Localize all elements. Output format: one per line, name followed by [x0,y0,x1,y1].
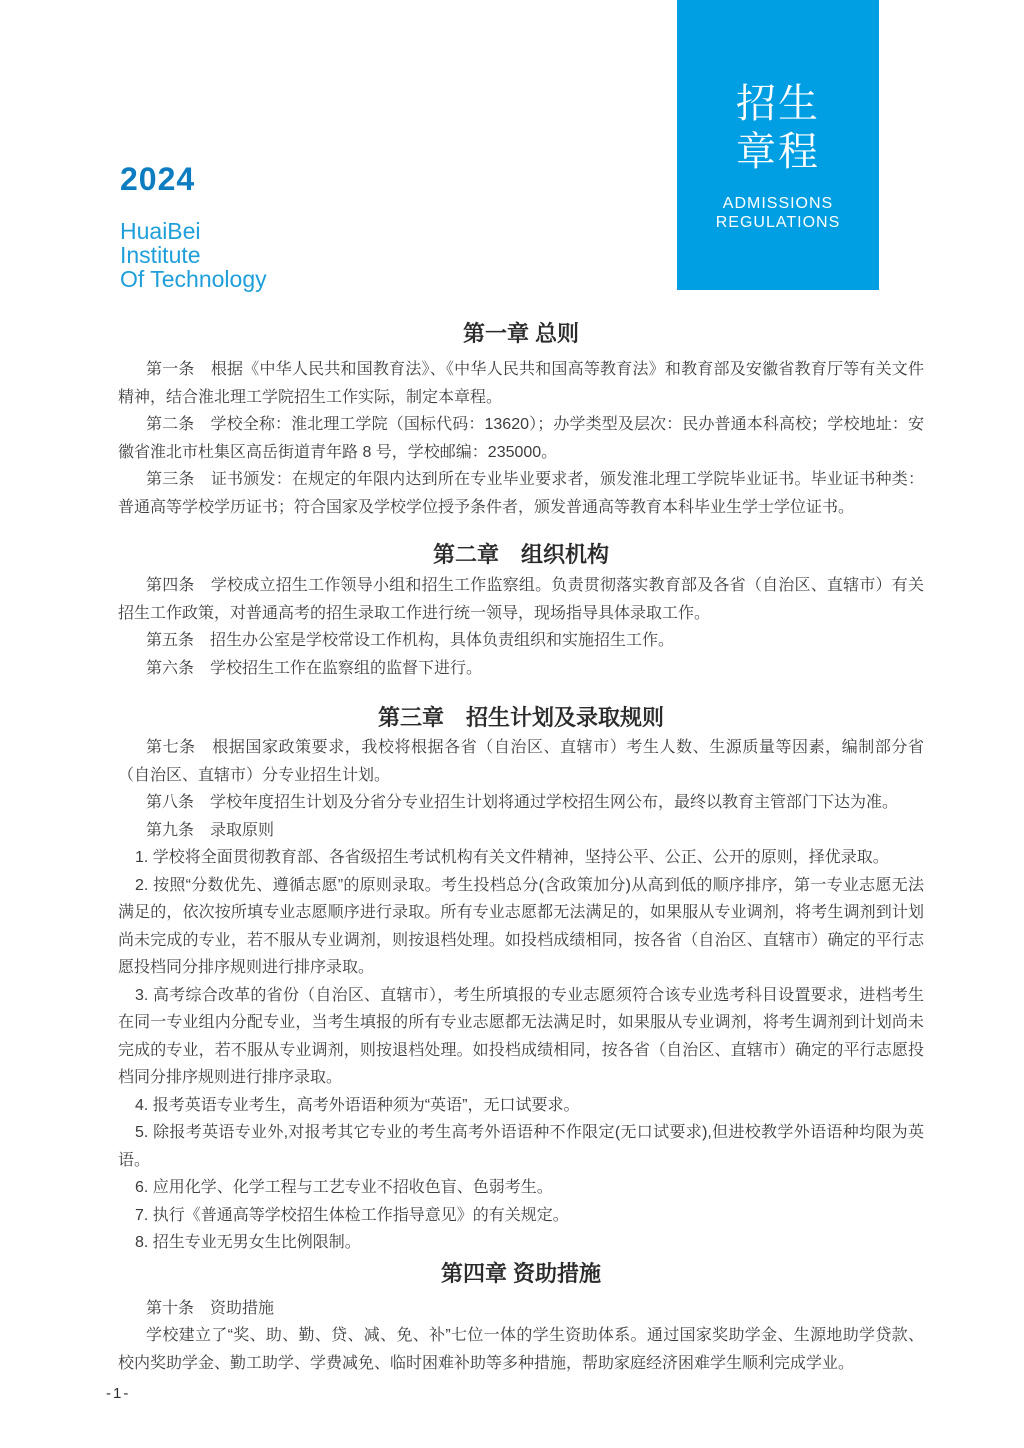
paragraph: 第九条 录取原则 [146,821,275,839]
paragraph: 第七条 根据国家政策要求，我校将根据各省（自治区、直辖市）考生人数、生源质量等因素，编制部分省（自治区、直辖市）分专业招生计划。 [118,739,924,784]
paragraph: 第六条 学校招生工作在监察组的监督下进行。 [146,659,483,677]
banner-subtitle-en [677,194,879,232]
chapter-title: 第二章 组织机构 [432,542,609,567]
list-item: 8. 招生专业无男女生比例限制。 [135,1234,361,1251]
paragraph: 第八条 学校年度招生计划及分省分专业招生计划将通过学校招生网公布，最终以教育主管部门下达为准。 [146,794,899,811]
banner-title-line: 招生 [736,82,820,126]
chapter-title: 第四章 资助措施 [440,1260,602,1286]
list-item: 1. 学校将全面贯彻教育部、各省级招生考试机构有关文件精神，坚持公平、公正、公开的原则，择优录取。 [135,849,889,866]
school-name [120,219,267,291]
chapter-1 [118,320,924,521]
list-item: 7. 执行《普通高等学校招生体检工作指导意见》的有关规定。 [135,1206,569,1224]
school-name-line: HuaiBei [120,218,201,244]
paragraph: 第十条 资助措施 [146,1299,275,1317]
chapter-4 [118,1260,924,1378]
paragraph: 学校建立了“奖、助、勤、贷、减、免、补”七位一体的学生资助体系。通过国家奖助学金、生源地助学贷款、校内奖助学金、勤工助学、学费减免、临时困难补助等多种措施，帮助家庭经济困难学生顺利完成学业。 [118,1327,924,1372]
year-label: 2024 [120,161,196,197]
paragraph: 第一条 根据《中华人民共和国教育法》、《中华人民共和国高等教育法》和教育部及安徽省教育厅等有关文件精神，结合淮北理工学院招生工作实际，制定本章程。 [118,361,924,406]
list-item: 3. 高考综合改革的省份（自治区、直辖市），考生所填报的专业志愿须符合该专业选考科目设置要求，进档考生在同一专业组内分配专业，当考生填报的所有专业志愿都无法满足时，如果服从专业调剂，将考生调剂到计划尚未完成的专业，若不服从专业调剂，则按退档处理。如投档成绩相同，按各省（自治区、直辖市）确定的平行志愿投档同分排序规则进行排序录取。 [118,986,924,1086]
school-name-line: Of Technology [120,266,267,292]
banner-title-line: 章程 [736,130,820,174]
banner-subtitle-line: REGULATIONS [715,214,841,231]
regulations-body [118,320,924,1377]
banner-title-cn [677,80,879,176]
list-item: 5. 除报考英语专业外,对报考其它专业的考生高考外语语种不作限定(无口试要求),但进校教学外语语种均限为英语。 [118,1124,924,1169]
admissions-banner [677,0,879,290]
chapter-2 [118,541,924,682]
school-name-line: Institute [120,242,201,268]
paragraph: 第五条 招生办公室是学校常设工作机构，具体负责组织和实施招生工作。 [146,632,675,649]
chapter-title: 第一章 总则 [462,321,580,346]
list-item: 2. 按照“分数优先、遵循志愿”的原则录取。考生投档总分(含政策加分)从高到低的顺序排序，第一专业志愿无法满足的，依次按所填专业志愿顺序进行录取。所有专业志愿都无法满足的，如果服从专业调剂，将考生调剂到计划尚未完成的专业，若不服从专业调剂，则按退档处理。如投档成绩相同，按各省（自治区、直辖市）确定的平行志愿投档同分排序规则进行排序录取。 [118,876,924,976]
paragraph: 第三条 证书颁发：在规定的年限内达到所在专业毕业要求者，颁发淮北理工学院毕业证书。毕业证书种类：普通高等学校学历证书；符合国家及学校学位授予条件者，颁发普通高等教育本科毕业生学士学位证书。 [118,471,924,516]
list-item: 6. 应用化学、化学工程与工艺专业不招收色盲、色弱考生。 [135,1179,553,1196]
page-number: -1- [106,1385,131,1402]
paragraph: 第四条 学校成立招生工作领导小组和招生工作监察组。负责贯彻落实教育部及各省（自治区、直辖市）有关招生工作政策，对普通高考的招生录取工作进行统一领导，现场指导具体录取工作。 [118,577,924,622]
paragraph: 第二条 学校全称：淮北理工学院（国标代码：13620）；办学类型及层次：民办普通本科高校；学校地址：安徽省淮北市杜集区高岳街道青年路 8 号，学校邮编：235000。 [118,416,924,461]
banner-subtitle-line: ADMISSIONS [722,195,834,212]
chapter-3 [118,704,924,1257]
chapter-title: 第三章 招生计划及录取规则 [377,705,664,730]
list-item: 4. 报考英语专业考生，高考外语语种须为“英语”，无口试要求。 [135,1096,580,1114]
